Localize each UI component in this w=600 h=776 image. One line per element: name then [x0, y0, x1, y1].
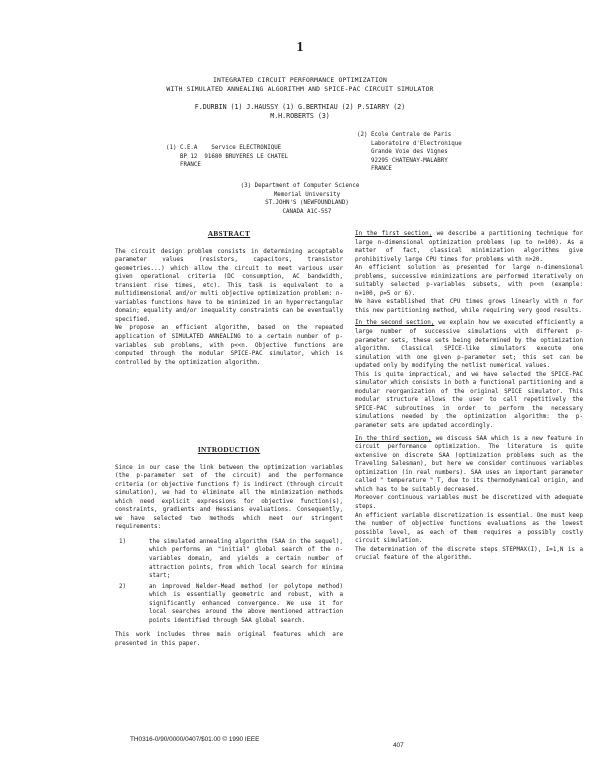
requirements-list	[115, 538, 343, 625]
discretization-paragraph: Moreover continuous variables must be discretized with adequate steps.	[355, 495, 583, 510]
abstract-paragraph-1: The circuit design problem consists in determining acceptable parameter values (resistors, capacitors, transistor geometries...) which allow the circuit to meet various user given operational criteria (DC consumption, AC bandwidth, transient rise times, etc). This task is equivalent to a multidimensional and/or multi objective optimization problem: n-variables functions have to be minimized in an hyperrectangular domain; equality and/or inequality constraints can be eventually specified.	[115, 248, 343, 323]
introduction-section	[115, 446, 343, 648]
list-item	[115, 538, 343, 581]
authors-line-2: M.H.ROBERTS (3)	[270, 112, 330, 120]
introduction-paragraph-2: This work includes three main original features which are presented in this paper.	[115, 632, 343, 647]
list-item	[115, 583, 343, 626]
affiliation-memorial-university: (3) Department of Computer Science Memorial University ST.JOHN'S (NEWFOUNDLAND) CANADA A1C-5S7	[240, 183, 360, 215]
list-item-text: an improved Nelder-Mead method (or polytope method) which is essentially geometric and robust, with a significantly enhanced convergence. We use it for local searches around the above mentioned attraction points identified through SAA global search.	[149, 583, 343, 624]
introduction-heading: INTRODUCTION	[197, 446, 261, 454]
second-section-paragraph	[355, 319, 583, 370]
third-section-text: we discuss SAA which is a new feature in circuit performance optimization. The literature is quite extensive on discrete SAA (optimization problems such as the Traveling Salesman), but here we consider continuous variables optimization (in real numbers). SAA uses an important parameter called " temperature " T, due to its thermodynamical origin, and which has to be suitably decreased.	[355, 435, 584, 493]
footer-page-number: 407	[393, 742, 404, 749]
cpu-time-paragraph: We have established that CPU times grows linearly with n for this new partitioning method, while requiring very good results.	[355, 299, 583, 314]
variable-discretization-paragraph: An efficient variable discretization is essential. One must keep the number of objective functions evaluations as the lowest possible level, as each of them requires a possibly costly circuit simulation.	[355, 512, 583, 545]
third-section-lead: In the third section,	[355, 435, 432, 442]
partition-paragraph: An efficient solution as presented for large n-dimensional problems, successive minimizations are performed iteratively on suitably selected p-variables subsets, with p<<n (example: n=100, p=5 or 6).	[355, 265, 583, 297]
author-list	[0, 103, 600, 121]
paper-title-line-2: WITH SIMULATED ANNEALING ALGORITHM AND SPICE-PAC CIRCUIT SIMULATOR	[166, 85, 434, 93]
first-section-lead: In the first section,	[355, 231, 433, 237]
list-item-text: the simulated annealing algorithm (SAA in the sequel), which performs an "initial" global search of the n-variables domain, and yields a certain number of attraction points, from which local search for minima start;	[149, 538, 343, 580]
spice-pac-paragraph: This is quite impractical, and we have selected the SPICE-PAC simulator which consists in both a functional partitioning and a modular reorganization of the original SPICE simulator. This modular structure allows the user to call repetitively the SPICE-PAC subroutines in order to perform the necessary simulations needed by the optimization algorithm: the p-parameter sets are updated accordingly.	[355, 371, 583, 430]
stepmax-paragraph: The determination of the discrete steps STEPMAX(I), I=1,N is a crucial feature of the algorithm.	[355, 546, 583, 562]
page-number: 1	[296, 40, 304, 55]
abstract-heading: ABSTRACT	[207, 230, 251, 238]
first-section-paragraph	[355, 230, 583, 264]
affiliation-cea: (1) C.E.A Service ELECTRONIQUE BP 12 91680 BRUYERES LE CHATEL FRANCE	[166, 145, 289, 169]
right-column	[355, 230, 583, 563]
authors-line-1: F.DURBIN (1) J.HAUSSY (1) G.BERTHIAU (2) P.SIARRY (2)	[194, 103, 406, 111]
second-section-text: we explain how we executed efficiently a large number of successive simulations with different p-parameter sets, these sets being determined by the optimization algorithm. Classical SPICE-like simulators execute one simulation with one given p-parameter set; this set can be updated only by modifying the netlist numerical values.	[355, 320, 584, 370]
list-item-number: 2)	[119, 583, 127, 590]
abstract-paragraph-2: We propose an efficient algorithm, based on the repeated application of SIMULATED ANNEALING to a certain number of p-variables sub problems, with p<<n. Objective functions are computed through the modular SPICE-PAC simulator, which is controlled by the optimization algorithm.	[115, 325, 343, 366]
footer-copyright: TH0316-0/90/0000/0407/$01.00 © 1990 IEEE	[130, 736, 260, 743]
paper-title-line-1: INTEGRATED CIRCUIT PERFORMANCE OPTIMIZATION	[212, 76, 388, 84]
second-section-lead: In the second section,	[355, 320, 435, 327]
affiliation-ecole-centrale: (2) Ecole Centrale de Paris Laboratoire d'Electronique Grande Voie des Vignes 92295 CHATENAY-MALABRY FRANCE	[357, 132, 462, 173]
third-section-paragraph	[355, 435, 583, 495]
first-section-text: we describe a partitioning technique for large n-dimensional optimization problems (up to n=100). As a matter of fact, classical minimization algorithms give prohibitively large CPU times for problems with n>20.	[355, 231, 583, 263]
left-column	[115, 230, 343, 367]
introduction-paragraph-1: Since in our case the link between the optimization variables (the p-parameter set of the circuit) and the performance criteria (or objective functions f) is indirect (through circuit simulation), we had to eliminate all the minimization methods which need explicit expressions for objective function(s), constraints, gradients and Hessians evaluations. Consequently, we have selected two methods which meet our stringent requirements:	[115, 464, 343, 531]
list-item-number: 1)	[119, 538, 127, 545]
